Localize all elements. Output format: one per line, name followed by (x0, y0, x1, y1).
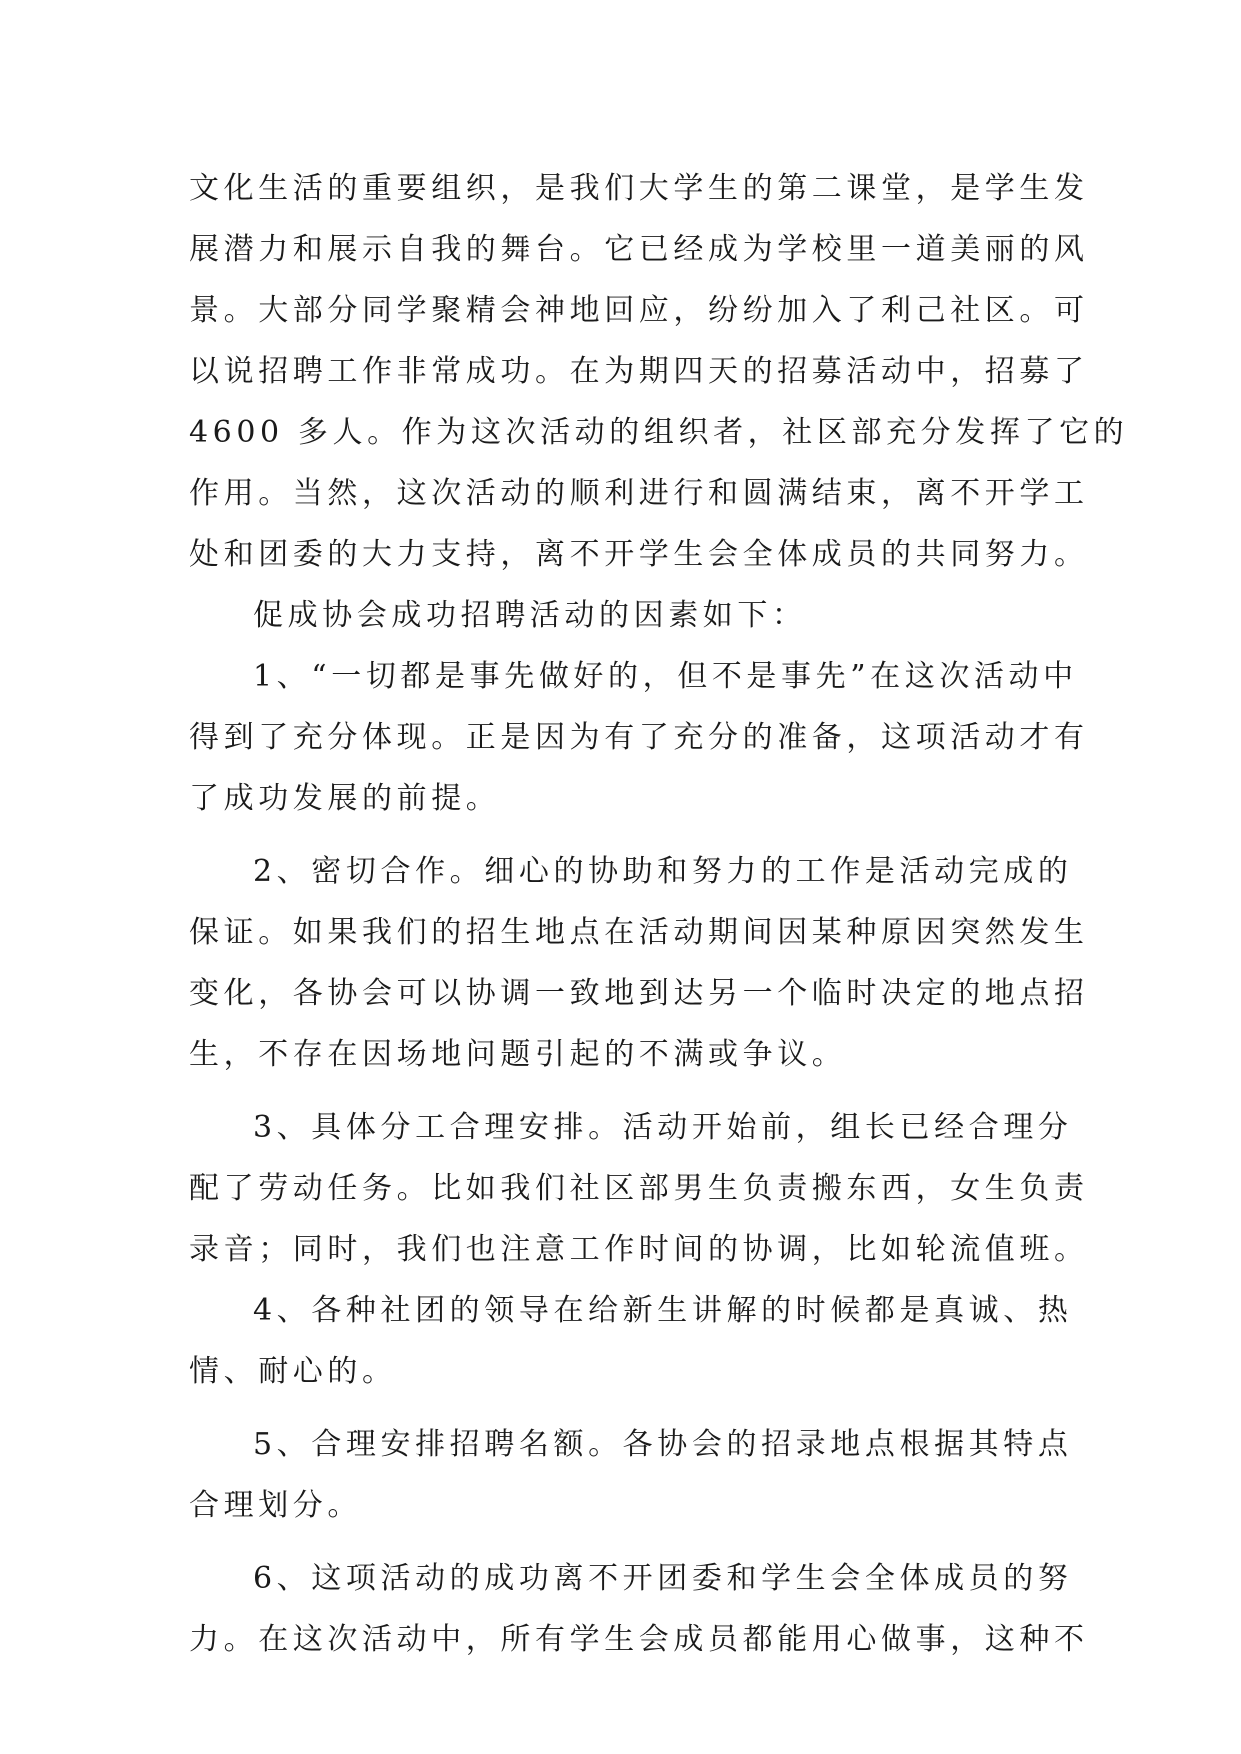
text-line: 4、各种社团的领导在给新生讲解的时候都是真诚、热 (253, 1293, 1073, 1328)
text-line: 处和团委的大力支持，离不开学生会全体成员的共同努力。 (189, 537, 1089, 572)
text-line: 以说招聘工作非常成功。在为期四天的招募活动中，招募了 (189, 354, 1089, 389)
text-line: 合理划分。 (189, 1488, 362, 1523)
text-line: 生，不存在因场地问题引起的不满或争议。 (189, 1037, 847, 1072)
text-line: 保证。如果我们的招生地点在活动期间因某种原因突然发生 (189, 915, 1089, 950)
text-line: 3、具体分工合理安排。活动开始前，组长已经合理分 (253, 1110, 1073, 1145)
paragraph-spacer (189, 1085, 1059, 1097)
paragraph-spacer (189, 1402, 1059, 1414)
text-line: 2、密切合作。细心的协助和努力的工作是活动完成的 (253, 854, 1073, 889)
text-line: 文化生活的重要组织，是我们大学生的第二课堂，是学生发 (189, 171, 1089, 206)
text-line: 作用。当然，这次活动的顺利进行和圆满结束，离不开学工 (189, 476, 1089, 511)
text-line: 录音；同时，我们也注意工作时间的协调，比如轮流值班。 (189, 1232, 1089, 1267)
body-text (189, 158, 1129, 1670)
text-line: 景。大部分同学聚精会神地回应，纷纷加入了利己社区。可 (189, 293, 1089, 328)
text-line: 1、“一切都是事先做好的，但不是事先”在这次活动中 (253, 659, 1078, 694)
text-line: 5、合理安排招聘名额。各协会的招录地点根据其特点 (253, 1427, 1073, 1462)
text-line: 情、耐心的。 (189, 1354, 397, 1389)
text-line: 6、这项活动的成功离不开团委和学生会全体成员的努 (253, 1561, 1073, 1596)
text-line: 力。在这次活动中，所有学生会成员都能用心做事，这种不 (189, 1622, 1089, 1657)
text-line: 变化，各协会可以协调一致地到达另一个临时决定的地点招 (189, 976, 1089, 1011)
text-line: 展潜力和展示自我的舞台。它已经成为学校里一道美丽的风 (189, 232, 1089, 267)
text-line: 4600 多人。作为这次活动的组织者，社区部充分发挥了它的 (189, 415, 1129, 450)
text-line: 了成功发展的前提。 (189, 781, 501, 816)
paragraph-spacer (189, 829, 1059, 841)
text-line: 配了劳动任务。比如我们社区部男生负责搬东西，女生负责 (189, 1171, 1089, 1206)
text-line: 得到了充分体现。正是因为有了充分的准备，这项活动才有 (189, 720, 1089, 755)
paragraph-spacer (189, 1536, 1059, 1548)
text-line: 促成协会成功招聘活动的因素如下： (253, 598, 807, 633)
